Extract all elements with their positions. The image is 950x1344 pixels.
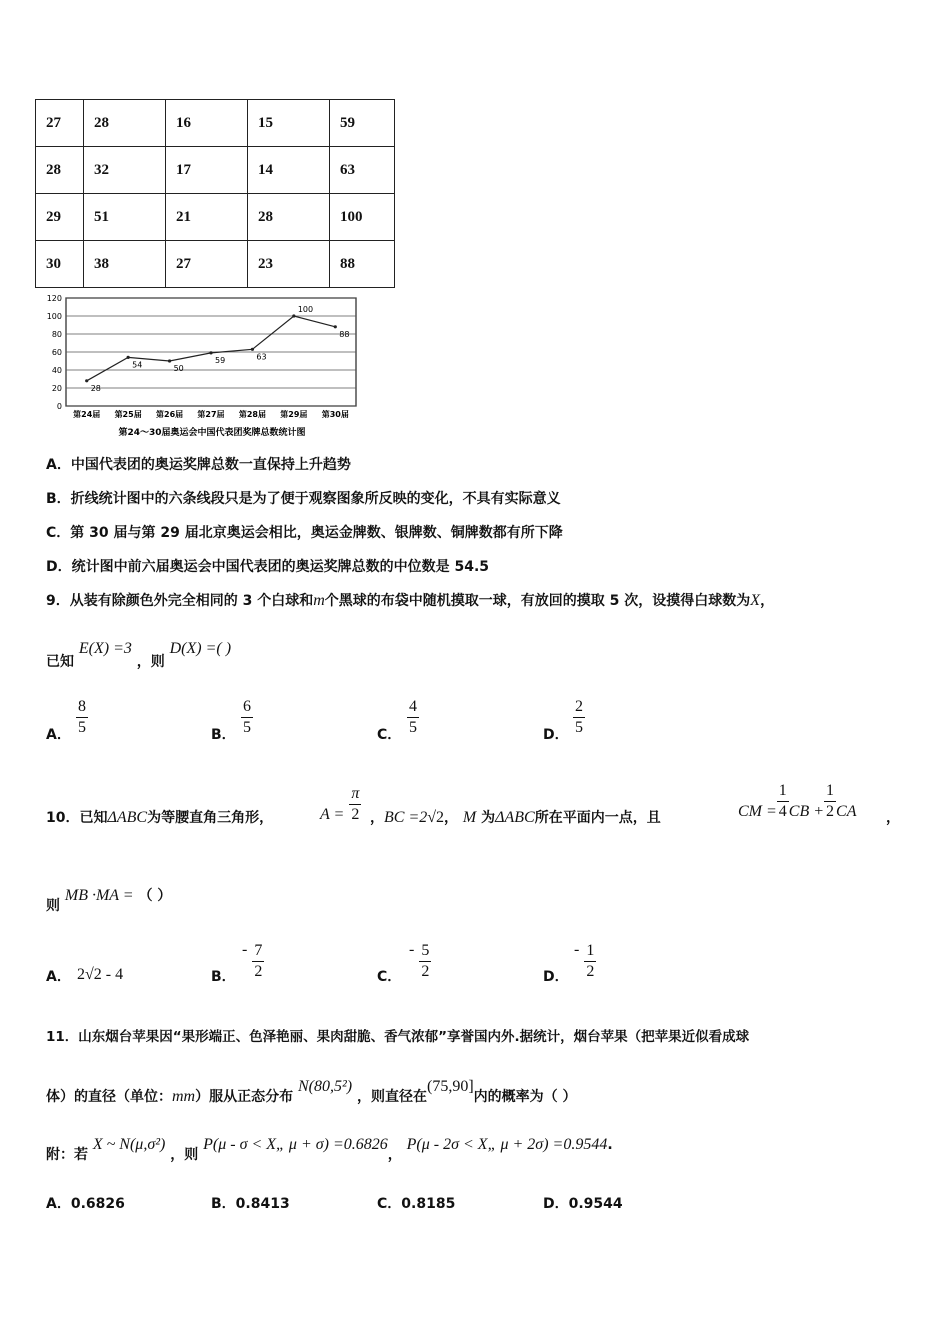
q9-option-a-fraction: $\frac{8}{5}$	[78, 698, 86, 736]
q10-stem-a: 10．已知ΔABC为等腰直角三角形，	[46, 809, 274, 826]
q11-stem: 11．山东烟台苹果因“果形端正、色泽艳丽、果肉甜脆、香气浓郁”享誉国内外.据统计，烟台苹果（把苹果近似看成球	[46, 1029, 750, 1045]
q8-option-b: B．折线统计图中的六条线段只是为了便于观察图象所反映的变化，不具有实际意义	[46, 491, 561, 507]
q11-option-a: A．0.6826	[46, 1196, 125, 1212]
q10-vector-equation: CM = $\frac{1}{4}$ CB + $\frac{1}{2}$ CA	[738, 782, 857, 820]
table-cell: 51	[84, 194, 166, 241]
medal-table	[35, 99, 395, 288]
y-tick-labels	[47, 294, 62, 411]
table-cell: 28	[248, 194, 330, 241]
table-cell: 88	[330, 241, 395, 288]
table-cell: 38	[84, 241, 166, 288]
x-tick-label: 第26届	[156, 410, 184, 419]
data-point	[334, 325, 337, 328]
table-row	[36, 194, 395, 241]
q9-stem-line2: 已知 E(X) =3 ，则 D(X) =( )	[46, 640, 232, 670]
q11-option-d: D．0.9544	[543, 1196, 623, 1212]
table-cell: 100	[330, 194, 395, 241]
q9-option-c-fraction: $\frac{4}{5}$	[409, 698, 417, 736]
y-tick-label: 20	[51, 384, 62, 393]
q10-option-c-value: - $\frac{5}{2}$	[409, 941, 430, 980]
table-cell: 28	[84, 100, 166, 147]
q8-option-a: A．中国代表团的奥运奖牌总数一直保持上升趋势	[46, 457, 351, 473]
y-tick-label: 60	[51, 348, 62, 357]
q10-option-b: B．	[211, 969, 236, 985]
q9-option-b: B．	[211, 727, 236, 743]
data-point	[292, 314, 295, 317]
data-point	[209, 351, 212, 354]
y-tick-label: 120	[46, 294, 62, 303]
x-tick-labels	[73, 409, 349, 419]
data-label: 54	[132, 360, 143, 370]
q10-option-d-value: - $\frac{1}{2}$	[574, 941, 595, 980]
q10-option-b-value: - $\frac{7}{2}$	[242, 941, 263, 980]
table-cell: 32	[84, 147, 166, 194]
table-cell: 14	[248, 147, 330, 194]
q10-option-a: A．	[46, 969, 71, 985]
q9-option-b-fraction: $\frac{6}{5}$	[243, 698, 251, 736]
data-label: 88	[339, 329, 350, 339]
q10-stem-b: ，BC =2√2， M 为ΔABC所在平面内一点，且	[370, 809, 661, 826]
medal-line-chart	[30, 292, 370, 440]
table-cell: 23	[248, 241, 330, 288]
series-line	[87, 316, 336, 381]
q11-stem-line2: 体）的直径（单位：mm）服从正态分布 N(80,5²) ，则直径在(75,90]内的概率为（ ）	[46, 1078, 577, 1105]
q9-stem: 9．从装有除颜色外完全相同的 3 个白球和m个黑球的布袋中随机摸取一球，有放回的摸取 5 次，设摸得白球数为X，	[46, 592, 775, 609]
table-cell: 21	[166, 194, 248, 241]
q9-option-a: A．	[46, 727, 71, 743]
table-cell: 16	[166, 100, 248, 147]
x-tick-label: 第28届	[238, 410, 266, 419]
q11-option-c: C．0.8185	[377, 1196, 456, 1212]
table-cell: 27	[166, 241, 248, 288]
data-points	[85, 305, 349, 393]
table-cell: 27	[36, 100, 84, 147]
table-cell: 29	[36, 194, 84, 241]
table-cell: 30	[36, 241, 84, 288]
data-point	[168, 359, 171, 362]
q10-stem-c: 则 MB ·MA = （ ）	[46, 887, 172, 914]
q8-option-d: D．统计图中前六届奥运会中国代表团的奥运奖牌总数的中位数是 54.5	[46, 559, 490, 575]
x-tick-label: 第24届	[73, 410, 101, 419]
q9-option-c: C．	[377, 727, 402, 743]
y-tick-label: 0	[56, 402, 62, 411]
data-label: 100	[297, 305, 314, 314]
data-point	[85, 379, 88, 382]
q11-option-b: B．0.8413	[211, 1196, 290, 1212]
q9-option-d-fraction: $\frac{2}{5}$	[575, 698, 583, 736]
q10-option-c: C．	[377, 969, 402, 985]
data-label: 63	[256, 352, 267, 362]
table-row	[36, 241, 395, 288]
data-label: 28	[90, 383, 101, 393]
x-tick-label: 第27届	[197, 410, 225, 419]
q9-option-d: D．	[543, 727, 569, 743]
y-tick-label: 40	[51, 366, 62, 375]
x-tick-label: 第25届	[114, 410, 142, 419]
q11-note: 附：若 X ~ N(μ,σ²) ，则 P(μ - σ < X„ μ + σ) =0.6826， P(μ - 2σ < X„ μ + 2σ) =0.9544.	[46, 1136, 613, 1163]
q10-comma: ，	[886, 810, 900, 826]
data-label: 50	[173, 364, 184, 373]
table-cell: 59	[330, 100, 395, 147]
y-tick-label: 100	[46, 312, 62, 321]
q10-option-a-value: 2√2 - 4	[77, 966, 124, 983]
table-cell: 63	[330, 147, 395, 194]
data-point	[251, 348, 254, 351]
table-cell: 15	[248, 100, 330, 147]
table-row	[36, 147, 395, 194]
data-point	[127, 356, 130, 359]
x-tick-label: 第30届	[321, 410, 349, 419]
x-tick-label: 第29届	[280, 410, 308, 419]
q10-option-d: D．	[543, 969, 569, 985]
y-tick-label: 80	[51, 330, 62, 339]
table-row	[36, 100, 395, 147]
q8-option-c: C．第 30 届与第 29 届北京奥运会相比，奥运金牌数、银牌数、铜牌数都有所下降	[46, 525, 563, 541]
q10-angle-a: A = $\frac{\pi}{2}$	[320, 785, 360, 823]
data-label: 59	[215, 355, 226, 365]
table-cell: 17	[166, 147, 248, 194]
chart-caption: 第24～30届奥运会中国代表团奖牌总数统计图	[118, 428, 306, 438]
table-cell: 28	[36, 147, 84, 194]
